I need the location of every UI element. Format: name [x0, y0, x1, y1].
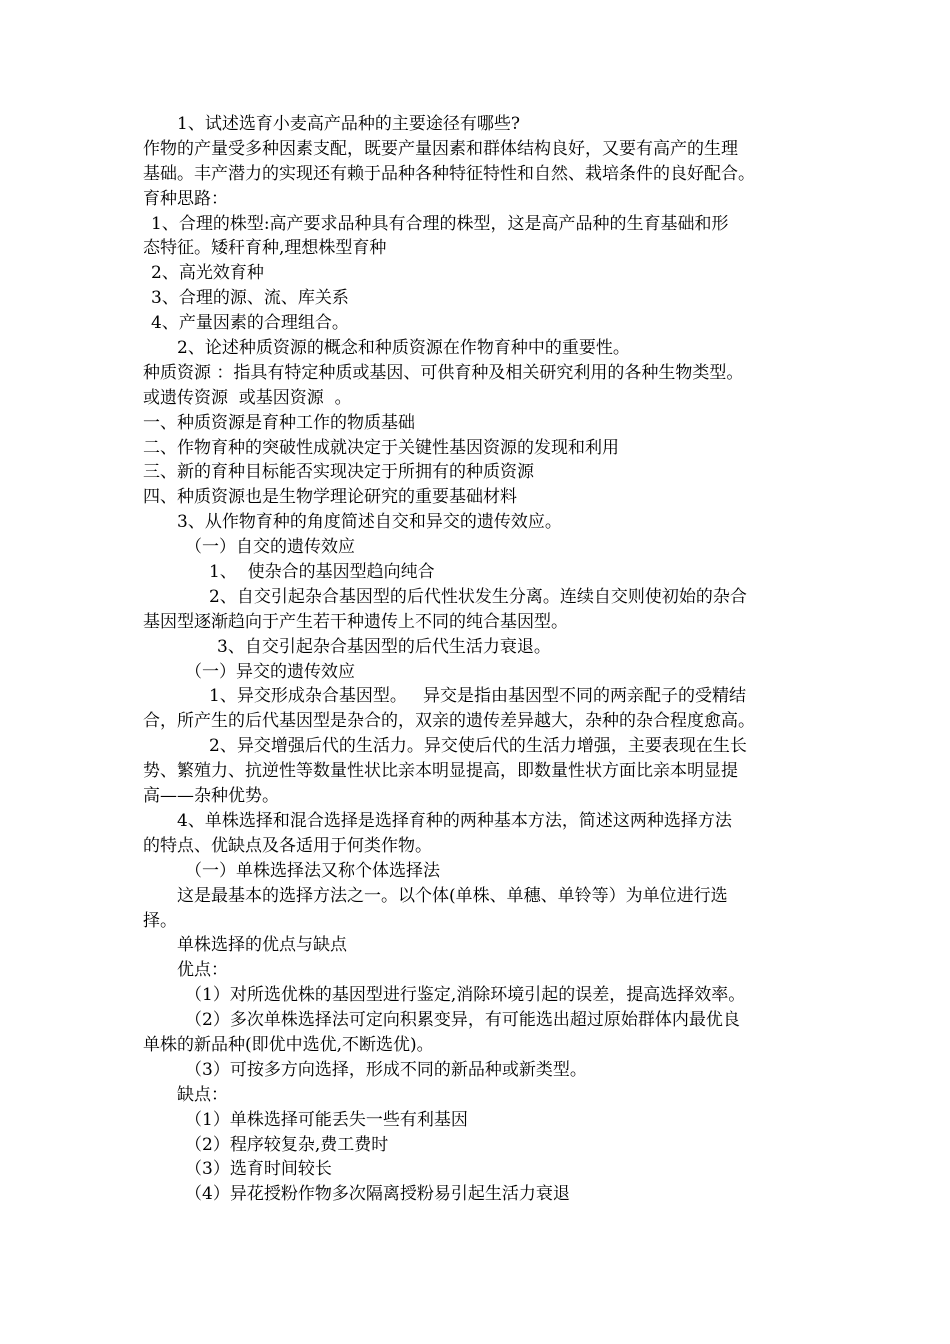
outcrossing-point-2-line-3: 高——杂种优势。 — [143, 786, 279, 807]
document-page — [143, 112, 811, 1207]
single-plant-desc-line-2: 择。 — [143, 910, 177, 931]
selfing-section-heading: （一）自交的遗传效应 — [185, 537, 355, 558]
disadvantages-label: 缺点： — [177, 1084, 228, 1105]
advantage-2-line-2: 单株的新品种(即优中选优,不断选优)。 — [143, 1034, 434, 1055]
question-4-heading-line-2: 的特点、优缺点及各适用于何类作物。 — [143, 835, 432, 856]
disadvantage-3: （3）选育时间较长 — [185, 1159, 332, 1180]
point-1-line-1: 1、合理的株型:高产要求品种具有合理的株型，这是高产品种的生育基础和形 — [151, 213, 729, 234]
disadvantage-4: （4）异花授粉作物多次隔离授粉易引起生活力衰退 — [185, 1184, 570, 1205]
question-3-heading: 3、从作物育种的角度简述自交和异交的遗传效应。 — [177, 512, 562, 533]
advantages-label: 优点： — [177, 960, 228, 981]
advantage-3: （3）可按多方向选择，形成不同的新品种或新类型。 — [185, 1059, 587, 1080]
point-3: 3、合理的源、流、库关系 — [151, 288, 349, 309]
point-1-line-2: 态特征。矮秆育种,理想株型育种 — [143, 238, 387, 259]
answer-1-line-2: 基础。丰产潜力的实现还有赖于品种各种特征特性和自然、栽培条件的良好配合。 — [143, 163, 755, 184]
advantage-2-line-1: （2）多次单株选择法可定向积累变异，有可能选出超过原始群体内最优良 — [185, 1010, 740, 1031]
point-4: 4、产量因素的合理组合。 — [151, 313, 349, 334]
point-2: 2、高光效育种 — [151, 263, 264, 284]
outcrossing-point-1-line-1: 1、异交形成杂合基因型。 异交是指由基因型不同的两亲配子的受精结 — [209, 686, 747, 707]
selfing-point-1: 1、 使杂合的基因型趋向纯合 — [209, 562, 435, 583]
germplasm-definition-cont: 或遗传资源 或基因资源 。 — [143, 387, 352, 408]
answer-1-line-1: 作物的产量受多种因素支配，既要产量因素和群体结构良好，又要有高产的生理 — [143, 138, 738, 159]
outcrossing-point-1-line-2: 合，所产生的后代基因型是杂合的，双亲的遗传差异越大，杂种的杂合程度愈高。 — [143, 711, 755, 732]
pros-cons-heading: 单株选择的优点与缺点 — [177, 935, 347, 956]
outcrossing-section-heading: （一）异交的遗传效应 — [185, 661, 355, 682]
selfing-point-3: 3、自交引起杂合基因型的后代生活力衰退。 — [217, 636, 551, 657]
selfing-point-2-line-1: 2、自交引起杂合基因型的后代性状发生分离。连续自交则使初始的杂合 — [209, 586, 747, 607]
disadvantage-1: （1）单株选择可能丢失一些有利基因 — [185, 1109, 468, 1130]
breeding-ideas-label: 育种思路： — [143, 188, 228, 209]
importance-3: 三、新的育种目标能否实现决定于所拥有的种质资源 — [143, 462, 534, 483]
importance-1: 一、种质资源是育种工作的物质基础 — [143, 412, 415, 433]
importance-4: 四、种质资源也是生物学理论研究的重要基础材料 — [143, 487, 517, 508]
selfing-point-2-line-2: 基因型逐渐趋向于产生若干种遗传上不同的纯合基因型。 — [143, 611, 568, 632]
advantage-1: （1）对所选优株的基因型进行鉴定,消除环境引起的误差，提高选择效率。 — [185, 985, 746, 1006]
question-2-heading: 2、论述种质资源的概念和种质资源在作物育种中的重要性。 — [177, 338, 630, 359]
question-1-heading: 1、试述选育小麦高产品种的主要途径有哪些? — [177, 114, 520, 134]
disadvantage-2: （2）程序较复杂,费工费时 — [185, 1134, 389, 1155]
single-plant-desc-line-1: 这是最基本的选择方法之一。以个体(单株、单穗、单铃等）为单位进行选 — [177, 885, 728, 906]
single-plant-section-heading: （一）单株选择法又称个体选择法 — [185, 860, 440, 881]
germplasm-definition: 种质资源 ：指具有特定种质或基因、可供育种及相关研究利用的各种生物类型。 — [143, 362, 744, 383]
outcrossing-point-2-line-2: 势、繁殖力、抗逆性等数量性状比亲本明显提高，即数量性状方面比亲本明显提 — [143, 761, 738, 782]
outcrossing-point-2-line-1: 2、异交增强后代的生活力。异交使后代的生活力增强，主要表现在生长 — [209, 736, 747, 757]
importance-2: 二、作物育种的突破性成就决定于关键性基因资源的发现和利用 — [143, 437, 619, 458]
question-4-heading-line-1: 4、单株选择和混合选择是选择育种的两种基本方法，简述这两种选择方法 — [177, 810, 732, 831]
